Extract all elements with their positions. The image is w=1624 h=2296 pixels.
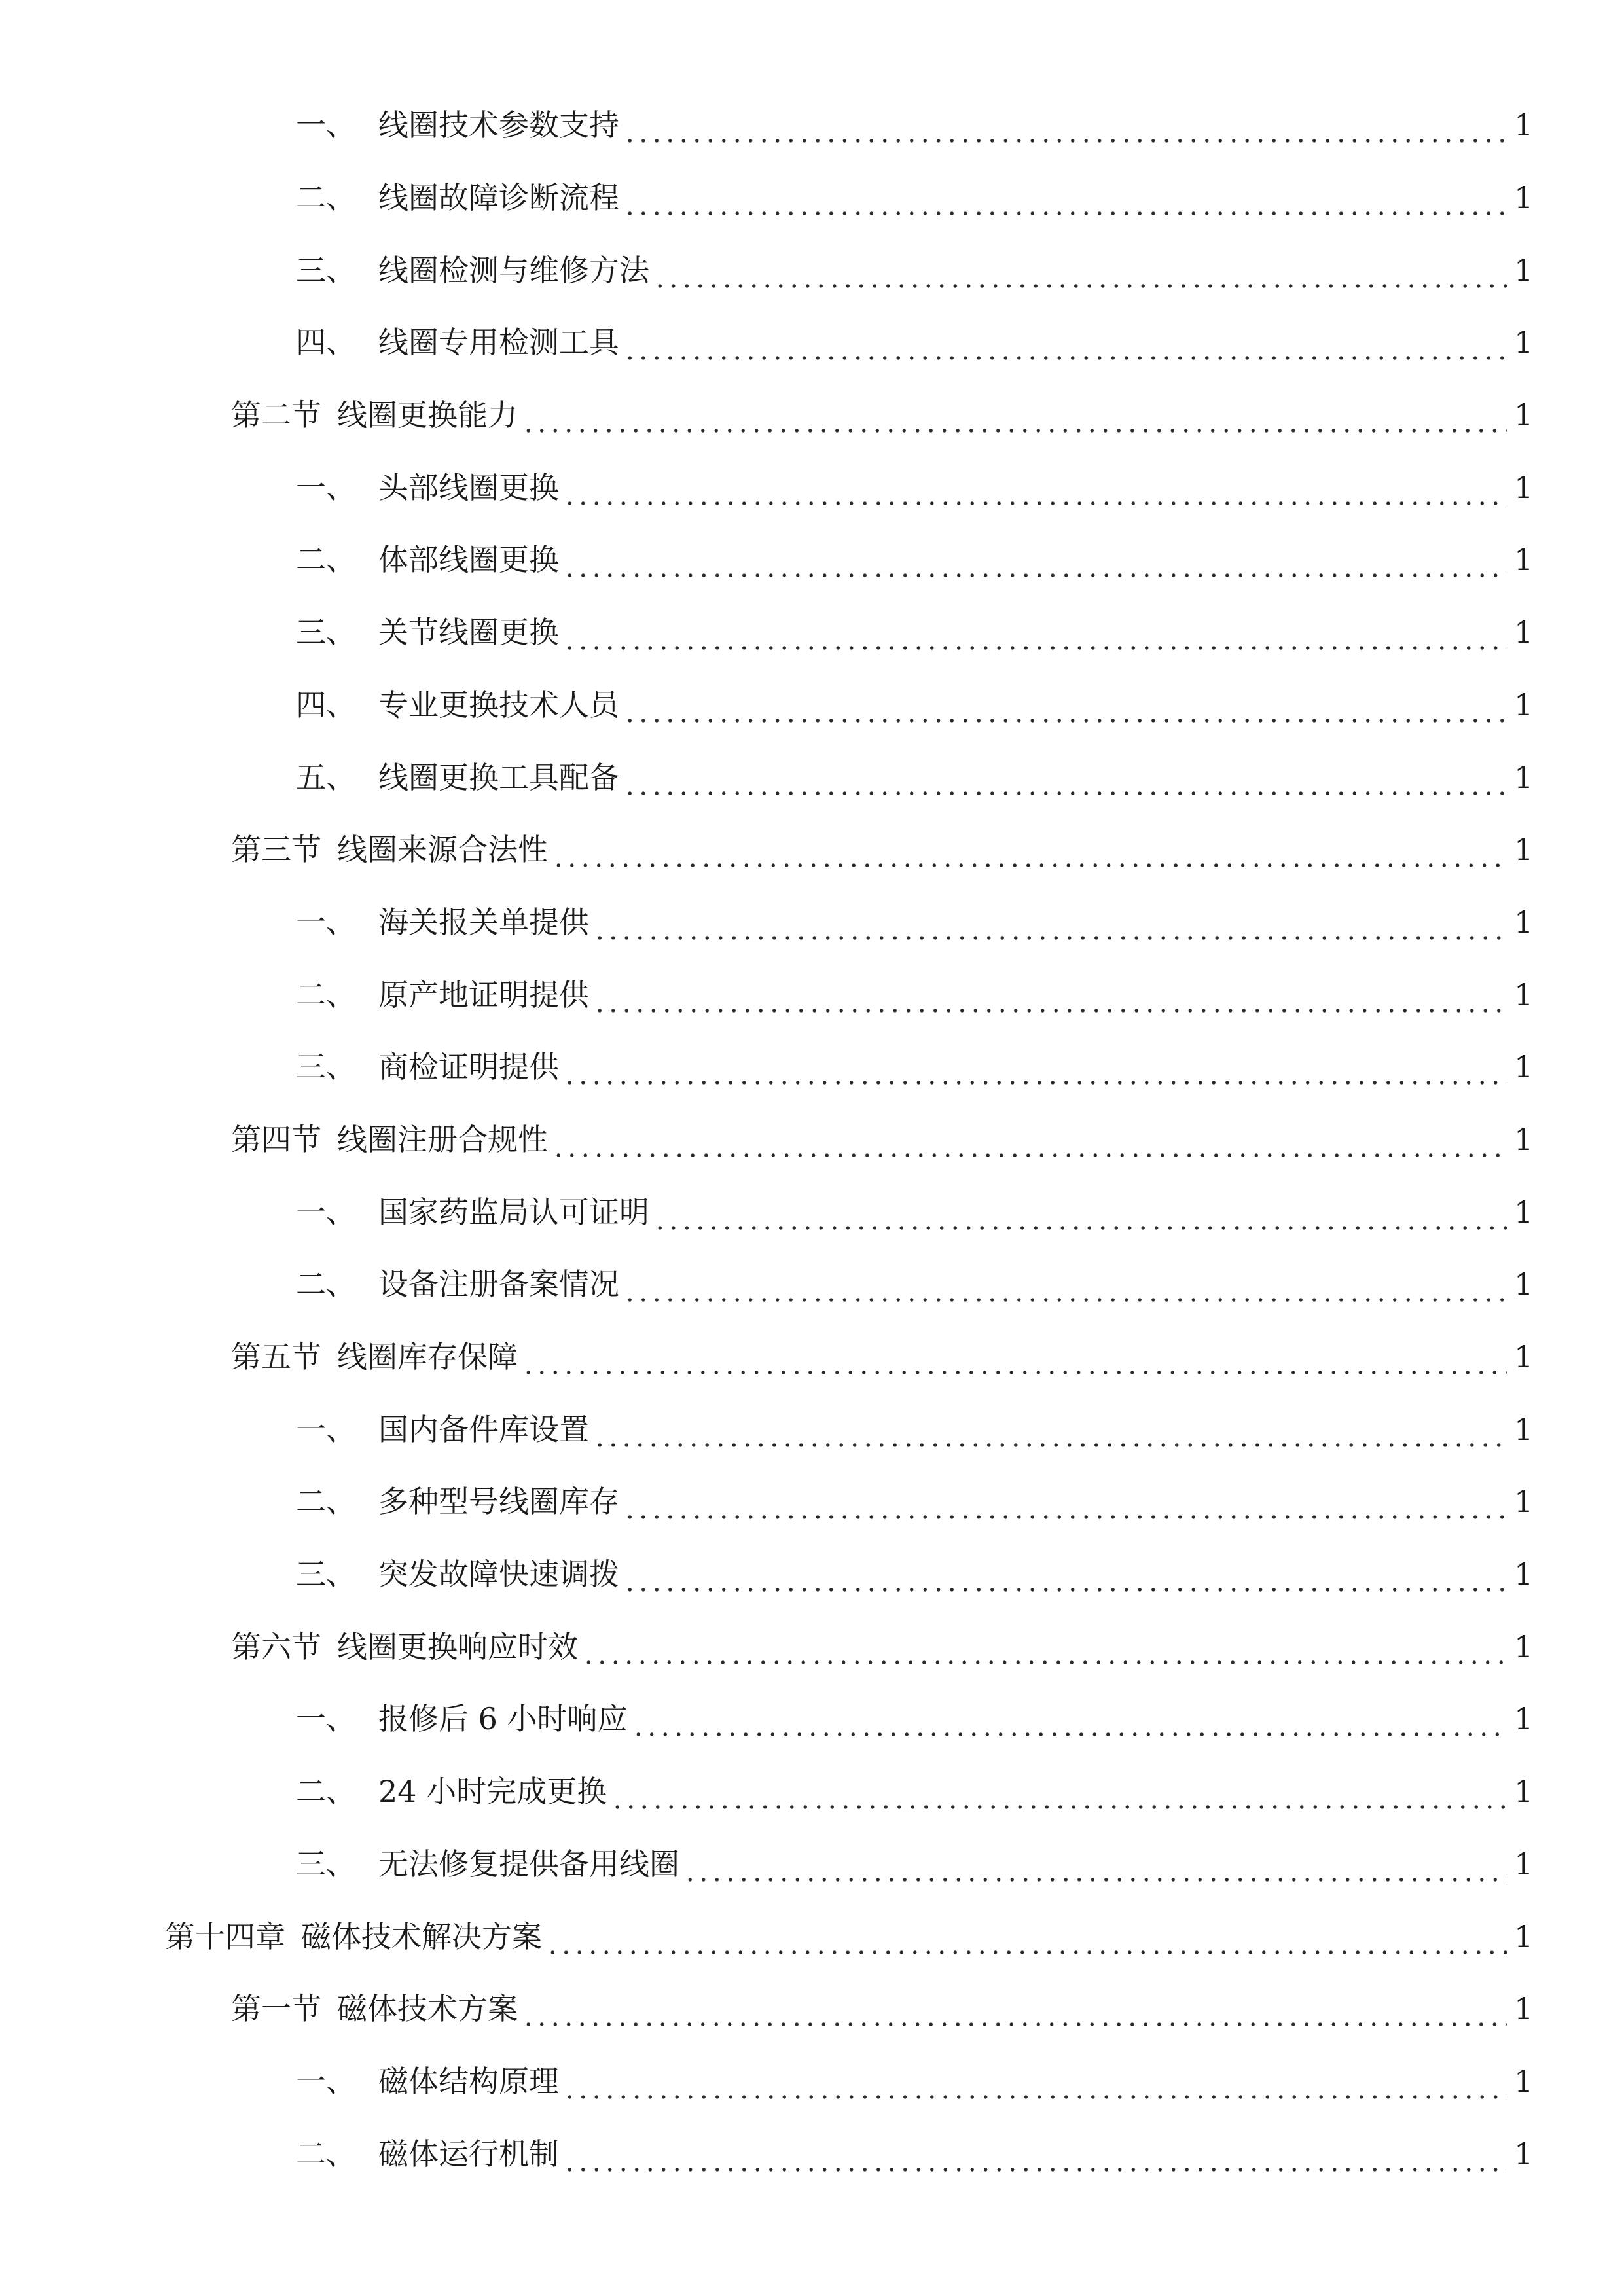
toc-page-number: 1	[1514, 1991, 1534, 2027]
dot-leader	[522, 1346, 1507, 1376]
toc-chapter-number: 第十四章	[165, 1918, 285, 1954]
toc-entry[interactable]	[0, 1175, 1624, 1248]
toc-entry-number: 三、	[296, 1556, 356, 1592]
toc-entry-title: 关节线圈更换	[378, 615, 559, 651]
toc-entry-number: 三、	[296, 615, 356, 651]
dot-leader	[611, 1780, 1507, 1810]
toc-section-entry[interactable]	[0, 1103, 1624, 1176]
toc-entry-title: 线圈更换工具配备	[378, 759, 619, 795]
toc-section-entry[interactable]	[0, 814, 1624, 886]
toc-page-number: 1	[1514, 1339, 1534, 1375]
dot-leader	[522, 1998, 1507, 2028]
toc-page-number: 1	[1514, 1846, 1534, 1882]
dot-leader	[623, 694, 1507, 724]
toc-entry-number: 二、	[296, 180, 356, 216]
toc-page-number: 1	[1514, 397, 1534, 433]
dot-leader	[546, 1926, 1507, 1956]
toc-chapter-entry[interactable]	[0, 1900, 1624, 1973]
toc-entry[interactable]	[0, 1683, 1624, 1755]
dot-leader	[623, 114, 1507, 144]
toc-page-number: 1	[1514, 1628, 1534, 1664]
toc-entry-title: 磁体运行机制	[378, 2136, 559, 2172]
toc-entry[interactable]	[0, 669, 1624, 742]
dot-leader	[563, 2143, 1507, 2173]
toc-entry-title: 海关报关单提供	[378, 904, 589, 940]
toc-page-number: 1	[1514, 1121, 1534, 1157]
toc-entry-title: 专业更换技术人员	[378, 687, 619, 723]
toc-page-number: 1	[1514, 1484, 1534, 1520]
toc-page-number: 1	[1514, 2136, 1534, 2172]
toc-page-number: 1	[1514, 1411, 1534, 1447]
toc-entry[interactable]	[0, 1828, 1624, 1901]
table-of-contents	[0, 89, 1624, 2190]
dot-leader	[552, 838, 1507, 869]
toc-entry-title: 无法修复提供备用线圈	[378, 1846, 679, 1882]
dot-leader	[593, 984, 1507, 1014]
toc-entry[interactable]	[0, 1538, 1624, 1611]
toc-page-number: 1	[1514, 1918, 1534, 1954]
toc-entry[interactable]	[0, 2045, 1624, 2118]
dot-leader	[563, 2070, 1507, 2100]
dot-leader	[593, 1418, 1507, 1448]
toc-entry-title: 国内备件库设置	[378, 1411, 589, 1447]
toc-entry-number: 一、	[296, 2063, 356, 2099]
toc-entry-title: 头部线圈更换	[378, 469, 559, 505]
toc-section-title: 线圈来源合法性	[337, 832, 548, 868]
toc-entry[interactable]	[0, 306, 1624, 379]
toc-entry[interactable]	[0, 886, 1624, 959]
dot-leader	[623, 331, 1507, 361]
dot-leader	[653, 259, 1507, 289]
toc-entry-number: 五、	[296, 759, 356, 795]
toc-page-number: 1	[1514, 832, 1534, 868]
toc-entry[interactable]	[0, 1393, 1624, 1465]
dot-leader	[522, 404, 1507, 434]
toc-entry[interactable]	[0, 958, 1624, 1031]
toc-section-entry[interactable]	[0, 379, 1624, 452]
toc-entry-title: 体部线圈更换	[378, 542, 559, 578]
toc-page-number: 1	[1514, 1774, 1534, 1810]
dot-leader	[623, 766, 1507, 797]
toc-section-number: 第三节	[231, 832, 321, 868]
dot-leader	[623, 1273, 1507, 1303]
toc-section-title: 线圈更换能力	[337, 397, 518, 433]
toc-section-title: 磁体技术方案	[337, 1991, 518, 2027]
dot-leader	[563, 476, 1507, 507]
toc-page-number: 1	[1514, 2063, 1534, 2099]
toc-entry[interactable]	[0, 1248, 1624, 1321]
toc-section-entry[interactable]	[0, 1321, 1624, 1393]
toc-entry-number: 二、	[296, 1266, 356, 1302]
dot-leader	[683, 1853, 1507, 1883]
toc-page-number: 1	[1514, 325, 1534, 361]
toc-page-number: 1	[1514, 615, 1534, 651]
toc-entry[interactable]	[0, 1465, 1624, 1538]
toc-entry[interactable]	[0, 1755, 1624, 1828]
toc-entry-title: 商检证明提供	[378, 1049, 559, 1085]
toc-entry-title: 线圈检测与维修方法	[378, 252, 649, 288]
toc-section-entry[interactable]	[0, 1973, 1624, 2045]
toc-entry-title: 线圈技术参数支持	[378, 107, 619, 143]
toc-page-number: 1	[1514, 904, 1534, 940]
toc-entry-number: 一、	[296, 469, 356, 505]
toc-page-number: 1	[1514, 1701, 1534, 1737]
toc-entry-title: 线圈专用检测工具	[378, 325, 619, 361]
toc-entry-number: 二、	[296, 542, 356, 578]
toc-entry-number: 二、	[296, 977, 356, 1013]
toc-page-number: 1	[1514, 1266, 1534, 1302]
toc-entry[interactable]	[0, 89, 1624, 162]
toc-chapter-title: 磁体技术解决方案	[301, 1918, 542, 1954]
toc-section-number: 第五节	[231, 1339, 321, 1375]
toc-entry[interactable]	[0, 596, 1624, 669]
dot-leader	[563, 548, 1507, 579]
toc-page-number: 1	[1514, 687, 1534, 723]
toc-entry-title: 设备注册备案情况	[378, 1266, 619, 1302]
toc-section-title: 线圈注册合规性	[337, 1121, 548, 1157]
toc-entry-number: 二、	[296, 2136, 356, 2172]
toc-entry-number: 一、	[296, 904, 356, 940]
toc-section-number: 第二节	[231, 397, 321, 433]
toc-section-number: 第一节	[231, 1991, 321, 2027]
toc-entry-title: 突发故障快速调拨	[378, 1556, 619, 1592]
toc-entry-title: 磁体结构原理	[378, 2063, 559, 2099]
dot-leader	[632, 1708, 1507, 1738]
toc-page-number: 1	[1514, 180, 1534, 216]
toc-page-number: 1	[1514, 1049, 1534, 1085]
toc-section-entry[interactable]	[0, 1610, 1624, 1683]
toc-page-number: 1	[1514, 1194, 1534, 1230]
toc-entry-number: 一、	[296, 1701, 356, 1737]
dot-leader	[552, 1128, 1507, 1158]
toc-entry-number: 一、	[296, 107, 356, 143]
toc-entry-title: 国家药监局认可证明	[378, 1194, 649, 1230]
toc-entry-number: 四、	[296, 325, 356, 361]
toc-section-title: 线圈更换响应时效	[337, 1628, 578, 1664]
dot-leader	[623, 1490, 1507, 1520]
toc-entry-number: 三、	[296, 1049, 356, 1085]
toc-entry[interactable]	[0, 2117, 1624, 2190]
toc-entry-number: 二、	[296, 1774, 356, 1810]
toc-entry-number: 四、	[296, 687, 356, 723]
toc-entry-title: 24 小时完成更换	[378, 1774, 607, 1810]
dot-leader	[593, 911, 1507, 941]
toc-entry[interactable]	[0, 451, 1624, 524]
toc-page-number: 1	[1514, 252, 1534, 288]
toc-entry-number: 一、	[296, 1411, 356, 1447]
toc-entry-number: 一、	[296, 1194, 356, 1230]
toc-entry-title: 原产地证明提供	[378, 977, 589, 1013]
dot-leader	[653, 1201, 1507, 1231]
toc-entry-title: 多种型号线圈库存	[378, 1484, 619, 1520]
toc-entry[interactable]	[0, 741, 1624, 814]
toc-entry-number: 二、	[296, 1484, 356, 1520]
dot-leader	[563, 1056, 1507, 1086]
dot-leader	[623, 187, 1507, 217]
toc-page-number: 1	[1514, 759, 1534, 795]
toc-page-number: 1	[1514, 977, 1534, 1013]
dot-leader	[563, 621, 1507, 651]
toc-page-number: 1	[1514, 107, 1534, 143]
toc-entry[interactable]	[0, 524, 1624, 596]
toc-entry-number: 三、	[296, 252, 356, 288]
toc-entry[interactable]	[0, 1031, 1624, 1103]
toc-section-number: 第四节	[231, 1121, 321, 1157]
toc-page-number: 1	[1514, 542, 1534, 578]
toc-entry-number: 三、	[296, 1846, 356, 1882]
toc-page-number: 1	[1514, 469, 1534, 505]
dot-leader	[582, 1636, 1507, 1666]
toc-section-title: 线圈库存保障	[337, 1339, 518, 1375]
toc-entry[interactable]	[0, 162, 1624, 234]
toc-page-number: 1	[1514, 1556, 1534, 1592]
dot-leader	[623, 1563, 1507, 1593]
toc-entry-title: 报修后 6 小时响应	[378, 1701, 628, 1737]
toc-section-number: 第六节	[231, 1628, 321, 1664]
toc-entry[interactable]	[0, 234, 1624, 306]
toc-entry-title: 线圈故障诊断流程	[378, 180, 619, 216]
